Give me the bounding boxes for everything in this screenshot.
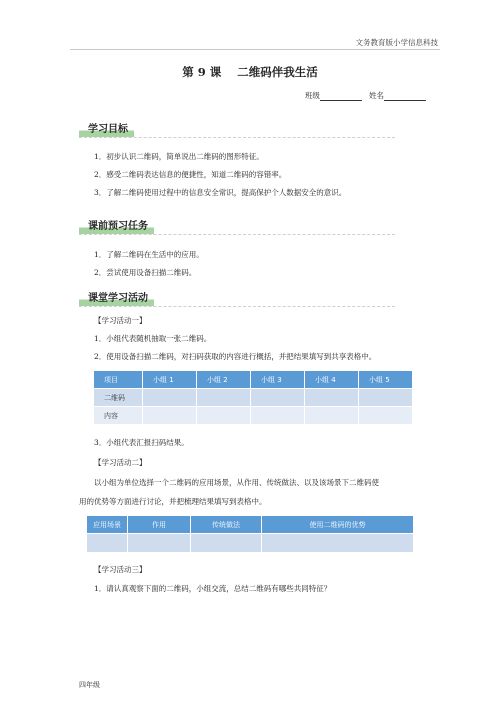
- activity-1-item: 1．小组代表随机抽取一张二维码。: [94, 334, 212, 343]
- grade-footer: 四年级: [79, 681, 100, 689]
- class-blank[interactable]: [320, 92, 362, 101]
- row-label: 二维码: [94, 389, 143, 407]
- lesson-name: 二维码伴我生活: [237, 65, 318, 79]
- activity-1-title: 【学习活动一】: [94, 316, 147, 325]
- lesson-number: 第 9 课: [182, 65, 222, 79]
- table-cell[interactable]: [305, 389, 359, 407]
- activity-2-title: 【学习活动二】: [94, 458, 147, 467]
- table-header-row: [87, 516, 414, 534]
- section-heading-preview: 课前预习任务: [79, 220, 154, 234]
- preview-item: 1．了解二维码在生活中的应用。: [94, 250, 204, 259]
- class-name-line: [305, 90, 426, 101]
- name-label: 姓名: [369, 91, 384, 100]
- table-row: [94, 407, 413, 425]
- table-cell[interactable]: [128, 534, 191, 553]
- activity-3-item: 1．请认真观察下面的二维码，小组交流，总结二维码有哪些共同特征？: [94, 584, 332, 593]
- results-table: [93, 370, 413, 425]
- table-header: 小组 5: [359, 371, 413, 389]
- table-row: [94, 389, 413, 407]
- table-header: 传统做法: [191, 516, 262, 534]
- section-divider: [79, 137, 395, 138]
- activity-1-item: 2．使用设备扫描二维码，对扫码获取的内容进行概括，并把结果填写到共享表格中。: [94, 352, 377, 361]
- goal-item: 3．了解二维码使用过程中的信息安全常识，提高保护个人数据安全的意识。: [94, 188, 347, 197]
- table-cell[interactable]: [359, 407, 413, 425]
- section-heading-goals: 学习目标: [79, 123, 134, 137]
- lesson-title: [0, 64, 500, 80]
- table-header: 项目: [94, 371, 143, 389]
- table-cell[interactable]: [251, 389, 305, 407]
- activity-2-paragraph: 用的优势等方面进行讨论，并把梳理结果填写到表格中。: [79, 497, 267, 506]
- goal-item: 1．初步认识二维码，简单说出二维码的图形特征。: [94, 152, 264, 161]
- activity-2-paragraph: 以小组为单位选择一个二维码的应用场景，从作用、传统做法、以及该场景下二维码使: [94, 478, 379, 487]
- table-header: 小组 4: [305, 371, 359, 389]
- goal-item: 2．感受二维码表达信息的便捷性，知道二维码的容错率。: [94, 170, 287, 179]
- table-cell[interactable]: [359, 389, 413, 407]
- preview-item: 2．尝试使用设备扫描二维码。: [94, 268, 197, 277]
- table-cell[interactable]: [305, 407, 359, 425]
- table-cell[interactable]: [197, 407, 251, 425]
- table-header-row: [94, 371, 413, 389]
- table-cell[interactable]: [143, 389, 197, 407]
- publisher-header: 文务教育版小学信息科技: [355, 38, 438, 47]
- table-header: 使用二维码的优势: [262, 516, 414, 534]
- section-heading-activity: 课堂学习活动: [79, 292, 154, 306]
- table-header: 小组 2: [197, 371, 251, 389]
- section-divider: [79, 306, 395, 307]
- row-label: 内容: [94, 407, 143, 425]
- table-cell[interactable]: [191, 534, 262, 553]
- scenario-table: [86, 515, 414, 553]
- table-cell[interactable]: [197, 389, 251, 407]
- table-header: 应用场景: [87, 516, 128, 534]
- table-row: [87, 534, 414, 553]
- table-header: 小组 3: [251, 371, 305, 389]
- table-header: 小组 1: [143, 371, 197, 389]
- table-header: 作用: [128, 516, 191, 534]
- name-blank[interactable]: [384, 92, 426, 101]
- table-cell[interactable]: [251, 407, 305, 425]
- activity-1-item: 3．小组代表汇报扫码结果。: [94, 438, 189, 447]
- header-divider: [70, 49, 440, 50]
- table-cell[interactable]: [262, 534, 414, 553]
- section-divider: [79, 234, 395, 235]
- class-label: 班级: [304, 91, 320, 100]
- table-cell[interactable]: [143, 407, 197, 425]
- table-cell[interactable]: [87, 534, 128, 553]
- activity-3-title: 【学习活动三】: [94, 565, 147, 574]
